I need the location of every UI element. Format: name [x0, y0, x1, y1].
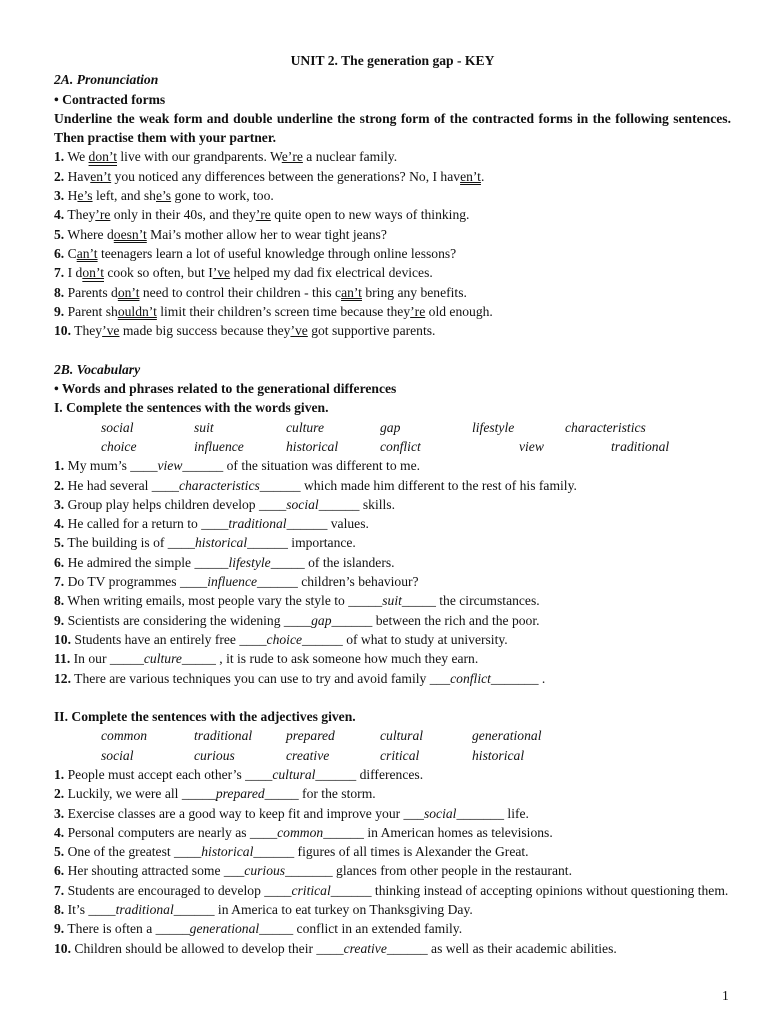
- sentence-text: only in their 40s, and they: [110, 207, 256, 223]
- sentence-line: [54, 263, 731, 282]
- word-bank-row: [54, 437, 731, 456]
- sentence-line: [54, 244, 731, 263]
- item-number: 10.: [54, 631, 71, 647]
- item-text-before: Luckily, we were all _____: [67, 786, 216, 802]
- item-text-before: The building is of ____: [67, 535, 195, 551]
- answer-word: influence: [207, 574, 258, 590]
- answer-word: prepared: [215, 786, 265, 802]
- contracted-form: ’re: [255, 207, 271, 223]
- contracted-form: on’t: [117, 284, 140, 300]
- item-number: 3.: [54, 496, 65, 512]
- sentence-line: [54, 205, 731, 224]
- item-number: 5.: [54, 535, 65, 551]
- contracted-form: ’ve: [290, 323, 308, 339]
- item-number: 4.: [54, 824, 65, 840]
- item-text-before: It’s ____: [67, 902, 116, 918]
- item-number: 8.: [54, 593, 65, 609]
- sentence-number: 3.: [54, 188, 65, 204]
- word-bank-item: prepared: [286, 728, 335, 744]
- item-number: 12.: [54, 670, 71, 686]
- item-text-before: Children should be allowed to develop their ____: [74, 940, 344, 956]
- sentence-number: 6.: [54, 245, 65, 261]
- answer-word: conflict: [450, 670, 491, 686]
- item-number: 4.: [54, 516, 65, 532]
- item-text-before: One of the greatest ____: [67, 844, 202, 860]
- sentence-text: got supportive parents.: [307, 323, 436, 339]
- word-bank-item: lifestyle: [472, 419, 515, 435]
- contracted-form: ouldn’t: [117, 303, 157, 319]
- item-number: 1.: [54, 766, 65, 782]
- sentence-text: .: [480, 168, 485, 184]
- exercise-item: [54, 533, 731, 552]
- section-a-heading: 2A. Pronunciation: [54, 72, 159, 88]
- page-number: 1: [722, 988, 729, 1003]
- word-bank-row: [54, 726, 731, 745]
- answer-word: lifestyle: [228, 554, 271, 570]
- item-text-after: _____ of the islanders.: [270, 554, 395, 570]
- sentence-line: [54, 225, 731, 244]
- item-number: 2.: [54, 477, 65, 493]
- word-bank-item: choice: [101, 438, 137, 454]
- section-b-subheading: • Words and phrases related to the generational differences: [54, 381, 397, 397]
- item-number: 6.: [54, 554, 65, 570]
- sentence-text: Where d: [67, 226, 114, 242]
- word-bank-item: creative: [286, 747, 330, 763]
- sentence-number: 2.: [54, 168, 65, 184]
- exercise-item: [54, 784, 731, 803]
- sentence-text: live with our grandparents. W: [117, 149, 282, 165]
- word-bank-item: characteristics: [565, 419, 646, 435]
- answer-word: culture: [143, 651, 182, 667]
- sentence-line: [54, 167, 731, 186]
- item-text-after: ______ as well as their academic abilities.: [386, 940, 617, 956]
- answer-word: cultural: [272, 766, 316, 782]
- answer-word: choice: [266, 631, 303, 647]
- exercise-item: [54, 476, 731, 495]
- item-text-before: Personal computers are nearly as ____: [67, 824, 278, 840]
- word-bank-item: curious: [194, 747, 235, 763]
- item-text-before: In our _____: [73, 651, 144, 667]
- sentence-text: We: [67, 149, 89, 165]
- sentence-number: 7.: [54, 265, 65, 281]
- answer-word: traditional: [115, 902, 174, 918]
- item-number: 7.: [54, 882, 65, 898]
- exercise-item: [54, 881, 731, 900]
- sentence-text: quite open to new ways of thinking.: [270, 207, 470, 223]
- item-number: 3.: [54, 805, 65, 821]
- item-number: 9.: [54, 612, 65, 628]
- item-text-after: ______ between the rich and the poor.: [331, 612, 540, 628]
- answer-word: traditional: [228, 516, 287, 532]
- item-text-after: _____ the circumstances.: [401, 593, 540, 609]
- item-text-after: _______ life.: [456, 805, 529, 821]
- item-text-before: He admired the simple _____: [67, 554, 229, 570]
- word-bank-item: suit: [194, 419, 214, 435]
- answer-word: creative: [343, 940, 387, 956]
- part1-exercise-list: [54, 456, 731, 688]
- exercise-item: [54, 823, 731, 842]
- section-a-subheading: • Contracted forms: [54, 91, 166, 107]
- exercise-item: [54, 514, 731, 533]
- item-text-after: ______ in America to eat turkey on Thanksgiving Day.: [173, 902, 473, 918]
- word-bank-item: cultural: [380, 728, 424, 744]
- exercise-item: [54, 630, 731, 649]
- item-number: 1.: [54, 458, 65, 474]
- contracted-form: ’ve: [212, 265, 231, 281]
- answer-word: gap: [311, 612, 332, 628]
- sentence-text: left, and sh: [92, 188, 156, 204]
- contracted-form: en’t: [90, 168, 112, 184]
- exercise-item: [54, 939, 731, 958]
- answer-word: generational: [189, 921, 260, 937]
- item-text-before: Scientists are considering the widening ____: [67, 612, 312, 628]
- item-text-before: There are various techniques you can use to try and avoid family ___: [74, 670, 451, 686]
- word-bank-item: traditional: [611, 438, 670, 454]
- item-text-after: ______ values.: [286, 516, 369, 532]
- sentence-text: C: [67, 245, 77, 261]
- item-text-before: Students have an entirely free ____: [74, 631, 267, 647]
- item-text-before: Do TV programmes ____: [67, 574, 208, 590]
- exercise-item: [54, 765, 731, 784]
- contracted-form: e’s: [77, 188, 93, 204]
- sentence-text: made big success because they: [119, 323, 291, 339]
- word-bank-item: traditional: [194, 728, 253, 744]
- item-text-before: Exercise classes are a good way to keep fit and improve your ___: [67, 805, 424, 821]
- item-text-after: ______ children’s behaviour?: [257, 574, 419, 590]
- item-text-after: ______ which made him different to the rest of his family.: [259, 477, 577, 493]
- item-text-before: My mum’s ____: [67, 458, 158, 474]
- exercise-item: [54, 919, 731, 938]
- item-text-before: There is often a _____: [67, 921, 190, 937]
- section-a-instruction: Underline the weak form and double underline the strong form of the contracted forms in the following sentences. Then practise them with your partner.: [54, 110, 731, 146]
- sentence-text: Parent sh: [67, 303, 118, 319]
- answer-word: historical: [194, 535, 248, 551]
- answer-word: curious: [244, 863, 286, 879]
- sentence-text: H: [67, 188, 78, 204]
- item-text-after: ______ differences.: [315, 766, 424, 782]
- contracted-form: on’t: [82, 265, 104, 281]
- item-number: 10.: [54, 940, 71, 956]
- sentence-text: you noticed any differences between the generations? No, I hav: [111, 168, 461, 184]
- item-text-after: _____ for the storm.: [264, 786, 376, 802]
- item-text-before: People must accept each other’s ____: [67, 766, 273, 782]
- contracted-form: ’re: [410, 303, 426, 319]
- word-bank-item: conflict: [380, 438, 421, 454]
- item-text-after: ______ thinking instead of accepting opinions without questioning them.: [330, 882, 729, 898]
- item-text-after: ______ of what to study at university.: [302, 631, 508, 647]
- sentence-text: cook so often, but I: [104, 265, 213, 281]
- word-bank-item: culture: [286, 419, 324, 435]
- sentence-text: Parents d: [67, 284, 118, 300]
- item-text-before: He called for a return to ____: [67, 516, 229, 532]
- word-bank-item: gap: [380, 419, 401, 435]
- sentence-text: limit their children’s screen time because they: [156, 303, 411, 319]
- item-text-after: ______ of the situation was different to me.: [182, 458, 421, 474]
- sentence-number: 4.: [54, 207, 65, 223]
- item-text-after: ______ figures of all times is Alexander the Great.: [253, 844, 529, 860]
- answer-word: view: [157, 458, 183, 474]
- item-number: 2.: [54, 786, 65, 802]
- exercise-item: [54, 553, 731, 572]
- answer-word: historical: [201, 844, 254, 860]
- item-number: 8.: [54, 902, 65, 918]
- word-bank-item: social: [101, 747, 134, 763]
- item-text-after: _____ conflict in an extended family.: [259, 921, 463, 937]
- contracted-form: ’re: [95, 207, 111, 223]
- word-bank-row: [54, 746, 731, 765]
- pronunciation-list: [54, 147, 731, 340]
- exercise-item: [54, 669, 731, 688]
- item-text-before: Students are encouraged to develop ____: [67, 882, 292, 898]
- contracted-form: an’t: [341, 284, 362, 300]
- sentence-line: [54, 147, 731, 166]
- part1-word-bank: [54, 418, 731, 457]
- word-bank-row: [54, 418, 731, 437]
- contracted-form: e’s: [155, 188, 172, 204]
- word-bank-item: generational: [472, 728, 542, 744]
- item-text-after: ______ importance.: [247, 535, 356, 551]
- word-bank-item: critical: [380, 747, 420, 763]
- word-bank-item: historical: [472, 747, 525, 763]
- item-text-before: Group play helps children develop ____: [67, 496, 287, 512]
- exercise-item: [54, 804, 731, 823]
- sentence-text: a nuclear family.: [302, 149, 398, 165]
- sentence-text: old enough.: [425, 303, 493, 319]
- contracted-form: oesn’t: [113, 226, 147, 242]
- answer-word: social: [286, 496, 319, 512]
- item-text-after: ______ in American homes as televisions.: [323, 824, 553, 840]
- exercise-item: [54, 456, 731, 475]
- contracted-form: an’t: [76, 245, 98, 261]
- sentence-number: 9.: [54, 303, 65, 319]
- contracted-form: en’t: [460, 168, 481, 184]
- sentence-number: 5.: [54, 226, 65, 242]
- item-number: 9.: [54, 921, 65, 937]
- answer-word: characteristics: [178, 477, 260, 493]
- section-b-heading: 2B. Vocabulary: [54, 361, 141, 377]
- item-text-after: _______ glances from other people in the restaurant.: [285, 863, 572, 879]
- sentence-text: gone to work, too.: [171, 188, 274, 204]
- word-bank-item: historical: [286, 438, 339, 454]
- item-text-before: He had several ____: [67, 477, 179, 493]
- contracted-form: don’t: [88, 149, 117, 165]
- item-text-after: _____ , it is rude to ask someone how much they earn.: [181, 651, 479, 667]
- word-bank-item: social: [101, 419, 134, 435]
- sentence-text: I d: [67, 265, 83, 281]
- exercise-item: [54, 649, 731, 668]
- sentence-text: helped my dad fix electrical devices.: [230, 265, 433, 281]
- sentence-text: need to control their children - this c: [139, 284, 342, 300]
- exercise-item: [54, 842, 731, 861]
- exercise-item: [54, 572, 731, 591]
- part1-instruction: I. Complete the sentences with the words given.: [54, 400, 329, 416]
- sentence-number: 10.: [54, 323, 71, 339]
- answer-word: critical: [291, 882, 331, 898]
- part2-exercise-list: [54, 765, 731, 958]
- sentence-number: 8.: [54, 284, 65, 300]
- part2-instruction: II. Complete the sentences with the adjectives given.: [54, 709, 356, 725]
- item-number: 6.: [54, 863, 65, 879]
- answer-word: social: [423, 805, 457, 821]
- sentence-text: teenagers learn a lot of useful knowledge through online lessons?: [97, 245, 457, 261]
- item-text-after: _______ .: [490, 670, 546, 686]
- answer-word: suit: [382, 593, 402, 609]
- sentence-line: [54, 283, 731, 302]
- contracted-form: e’re: [281, 149, 303, 165]
- item-text-before: Her shouting attracted some ___: [67, 863, 245, 879]
- item-number: 5.: [54, 844, 65, 860]
- contracted-form: ’ve: [102, 323, 120, 339]
- item-number: 11.: [54, 651, 71, 667]
- item-text-before: When writing emails, most people vary the style to _____: [67, 593, 383, 609]
- word-bank-item: influence: [194, 438, 244, 454]
- item-text-after: ______ skills.: [318, 496, 395, 512]
- sentence-text: They: [67, 207, 96, 223]
- sentence-text: They: [74, 323, 103, 339]
- part2-word-bank: [54, 726, 731, 765]
- answer-word: common: [277, 824, 324, 840]
- sentence-text: bring any benefits.: [361, 284, 467, 300]
- exercise-item: [54, 495, 731, 514]
- sentence-line: [54, 302, 731, 321]
- exercise-item: [54, 611, 731, 630]
- page-title: UNIT 2. The generation gap - KEY: [290, 53, 495, 68]
- exercise-item: [54, 861, 731, 880]
- exercise-item: [54, 591, 731, 610]
- word-bank-item: view: [519, 438, 544, 454]
- word-bank-item: common: [101, 728, 148, 744]
- sentence-number: 1.: [54, 149, 65, 165]
- sentence-line: [54, 186, 731, 205]
- document-page: [54, 51, 731, 958]
- exercise-item: [54, 900, 731, 919]
- sentence-text: Mai’s mother allow her to wear tight jeans?: [146, 226, 387, 242]
- sentence-line: [54, 321, 731, 340]
- sentence-text: Hav: [67, 168, 91, 184]
- item-number: 7.: [54, 574, 65, 590]
